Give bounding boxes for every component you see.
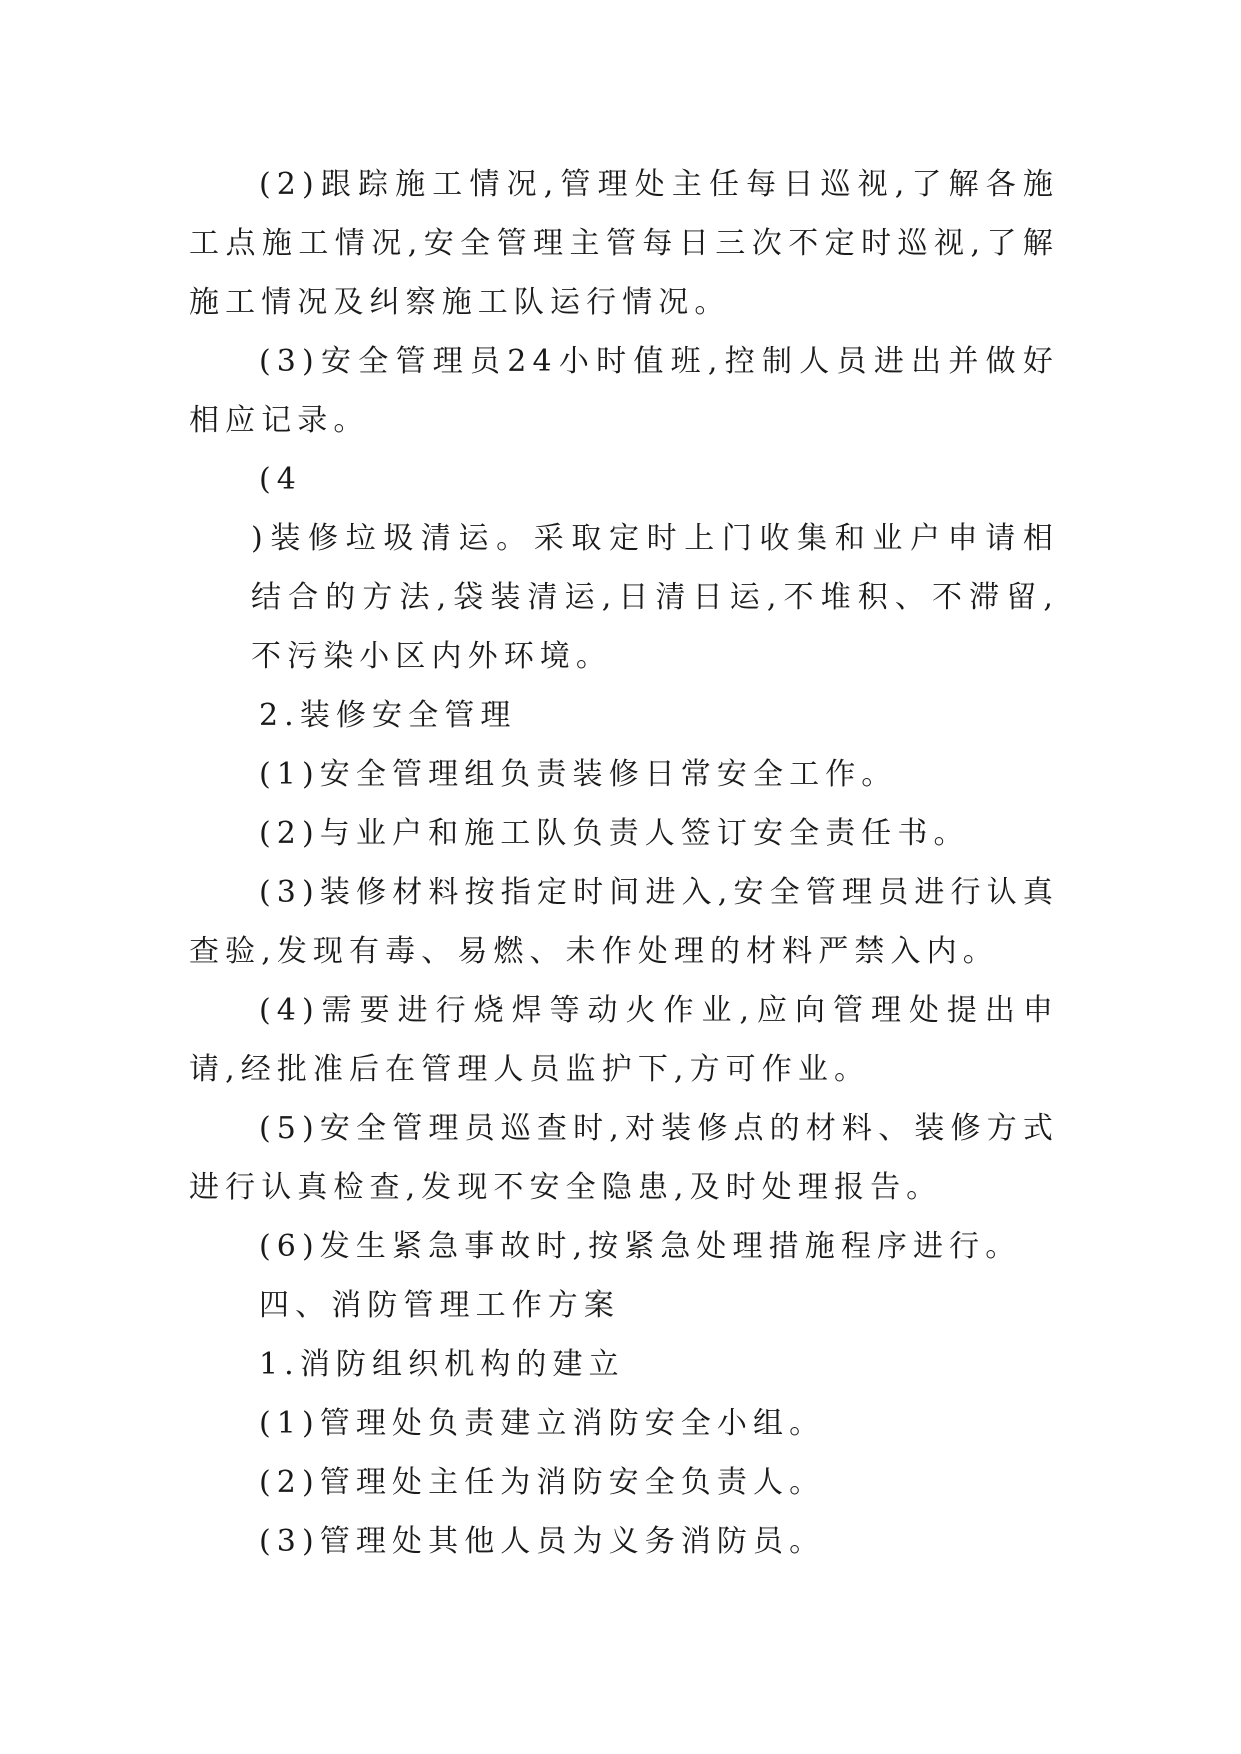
paragraph-item-4-fragment: (4 bbox=[259, 462, 302, 497]
paragraph-waste-removal: )装修垃圾清运。采取定时上门收集和业户申请相结合的方法,袋装清运,日清日运,不堆积、不滞留,不污染小区内外环境。 bbox=[251, 521, 1059, 674]
paragraph-material-inspection: (3)装修材料按指定时间进入,安全管理员进行认真查验,发现有毒、易燃、未作处理的材料严禁入内。 bbox=[189, 875, 1059, 969]
section-heading-renovation-safety: 2.装修安全管理 bbox=[259, 698, 517, 733]
section-heading-fire-management: 四、消防管理工作方案 bbox=[259, 1288, 620, 1323]
paragraph-emergency: (6)发生紧急事故时,按紧急处理措施程序进行。 bbox=[259, 1229, 1022, 1264]
paragraph-fire-volunteers: (3)管理处其他人员为义务消防员。 bbox=[259, 1524, 826, 1559]
paragraph-security-duty: (3)安全管理员24小时值班,控制人员进出并做好相应记录。 bbox=[189, 344, 1059, 438]
document-body bbox=[189, 155, 1059, 1571]
paragraph-patrol-inspection: (5)安全管理员巡查时,对装修点的材料、装修方式进行认真检查,发现不安全隐患,及时处理报告。 bbox=[189, 1111, 1059, 1205]
paragraph-hot-work: (4)需要进行烧焊等动火作业,应向管理处提出申请,经批准后在管理人员监护下,方可作业。 bbox=[189, 993, 1059, 1087]
paragraph-tracking-construction: (2)跟踪施工情况,管理处主任每日巡视,了解各施工点施工情况,安全管理主管每日三次不定时巡视,了解施工情况及纠察施工队运行情况。 bbox=[189, 167, 1059, 320]
paragraph-fire-group: (1)管理处负责建立消防安全小组。 bbox=[259, 1406, 826, 1441]
paragraph-responsibility-letter: (2)与业户和施工队负责人签订安全责任书。 bbox=[259, 816, 970, 851]
paragraph-safety-group: (1)安全管理组负责装修日常安全工作。 bbox=[259, 757, 898, 792]
section-heading-fire-organization: 1.消防组织机构的建立 bbox=[259, 1347, 625, 1382]
paragraph-fire-leader: (2)管理处主任为消防安全负责人。 bbox=[259, 1465, 826, 1500]
